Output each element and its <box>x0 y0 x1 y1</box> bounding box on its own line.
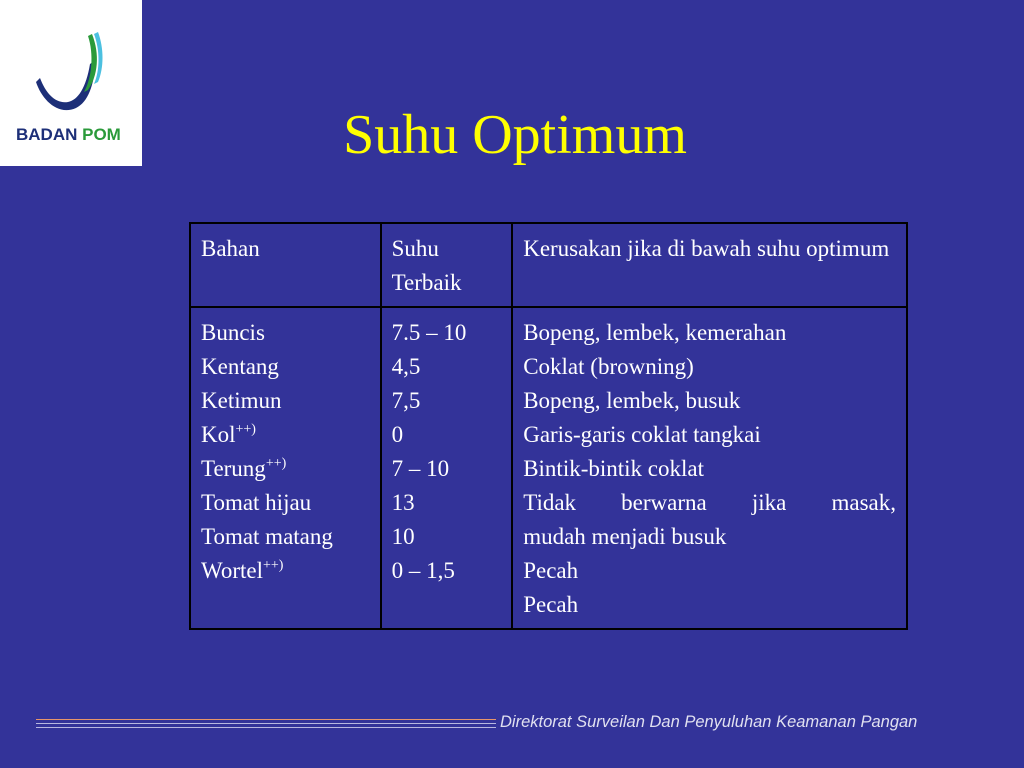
suhu-item: 10 <box>391 524 415 549</box>
kerusakan-item: Pecah <box>523 592 579 617</box>
kerusakan-item: Pecah <box>523 558 579 583</box>
bahan-item: Tomat hijau <box>201 490 312 515</box>
kerusakan-item: Garis-garis coklat tangkai <box>523 422 761 447</box>
table-body-row <box>190 307 907 629</box>
logo-word-pom: POM <box>82 125 121 144</box>
header-kerusakan <box>512 223 907 307</box>
suhu-item: 7 – 10 <box>391 456 450 481</box>
page-title: Suhu Optimum <box>343 104 687 166</box>
column-bahan <box>190 307 381 629</box>
kerusakan-item-tomat-hijau: Tidak berwarna jika masak, mudah menjadi busuk <box>523 490 896 549</box>
suhu-item: 13 <box>391 490 415 515</box>
logo-word-badan: BADAN <box>16 125 78 144</box>
bahan-item: Wortel++) <box>201 558 284 583</box>
bahan-item: Kol++) <box>201 422 256 447</box>
bahan-item: Ketimun <box>201 388 282 413</box>
footer-divider <box>36 719 496 731</box>
suhu-item: 0 <box>391 422 404 447</box>
bahan-item: Kentang <box>201 354 279 379</box>
column-suhu <box>381 307 513 629</box>
bahan-item: Tomat matang <box>201 524 333 549</box>
badan-pom-logo <box>0 0 142 166</box>
header-suhu-terbaik <box>381 223 513 307</box>
suhu-item: 4,5 <box>391 354 421 379</box>
bahan-item: Buncis <box>201 320 265 345</box>
bahan-item: Terung++) <box>201 456 287 481</box>
suhu-item: 0 – 1,5 <box>391 558 455 583</box>
badan-pom-logo-mark <box>28 30 108 120</box>
footer-text: Direktorat Surveilan Dan Penyuluhan Keamanan Pangan <box>500 713 918 731</box>
suhu-item: 7.5 – 10 <box>391 320 467 345</box>
kerusakan-item: Bopeng, lembek, busuk <box>523 388 741 413</box>
kerusakan-item: Bintik-bintik coklat <box>523 456 704 481</box>
header-bahan-text: Bahan <box>201 236 260 261</box>
header-kerusakan-text: Kerusakan jika di bawah suhu optimum <box>523 236 890 261</box>
kerusakan-item: Coklat (browning) <box>523 354 694 379</box>
header-suhu-line2: Terbaik <box>391 270 462 295</box>
suhu-optimum-table <box>189 222 908 630</box>
column-kerusakan <box>512 307 907 629</box>
table-header-row <box>190 223 907 307</box>
suhu-item: 7,5 <box>391 388 421 413</box>
header-bahan <box>190 223 381 307</box>
logo-wordmark <box>16 125 134 145</box>
header-suhu-line1: Suhu <box>391 236 439 261</box>
kerusakan-item: Bopeng, lembek, kemerahan <box>523 320 787 345</box>
